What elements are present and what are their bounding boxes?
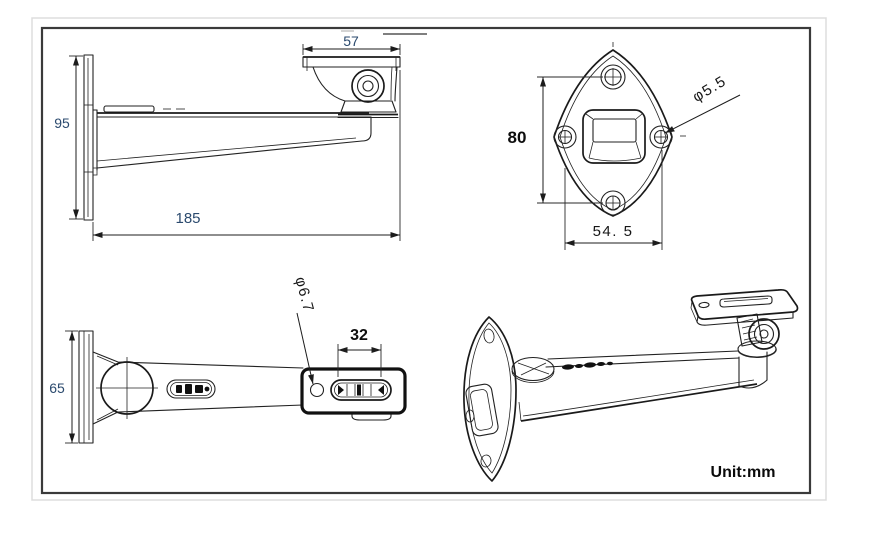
dim-label-phi5-5: φ5.5 xyxy=(689,72,730,106)
dim-label-32: 32 xyxy=(350,327,368,344)
dim-label-80: 80 xyxy=(507,128,527,147)
dim-label-phi6-7: φ6.7 xyxy=(291,274,318,315)
dim-label-95: 95 xyxy=(54,115,70,131)
dim-label-54-5: 54. 5 xyxy=(592,223,634,240)
dim-label-65: 65 xyxy=(49,380,65,396)
dim-label-185: 185 xyxy=(175,210,201,227)
dim-label-57: 57 xyxy=(343,33,359,49)
unit-label: Unit:mm xyxy=(710,464,776,481)
